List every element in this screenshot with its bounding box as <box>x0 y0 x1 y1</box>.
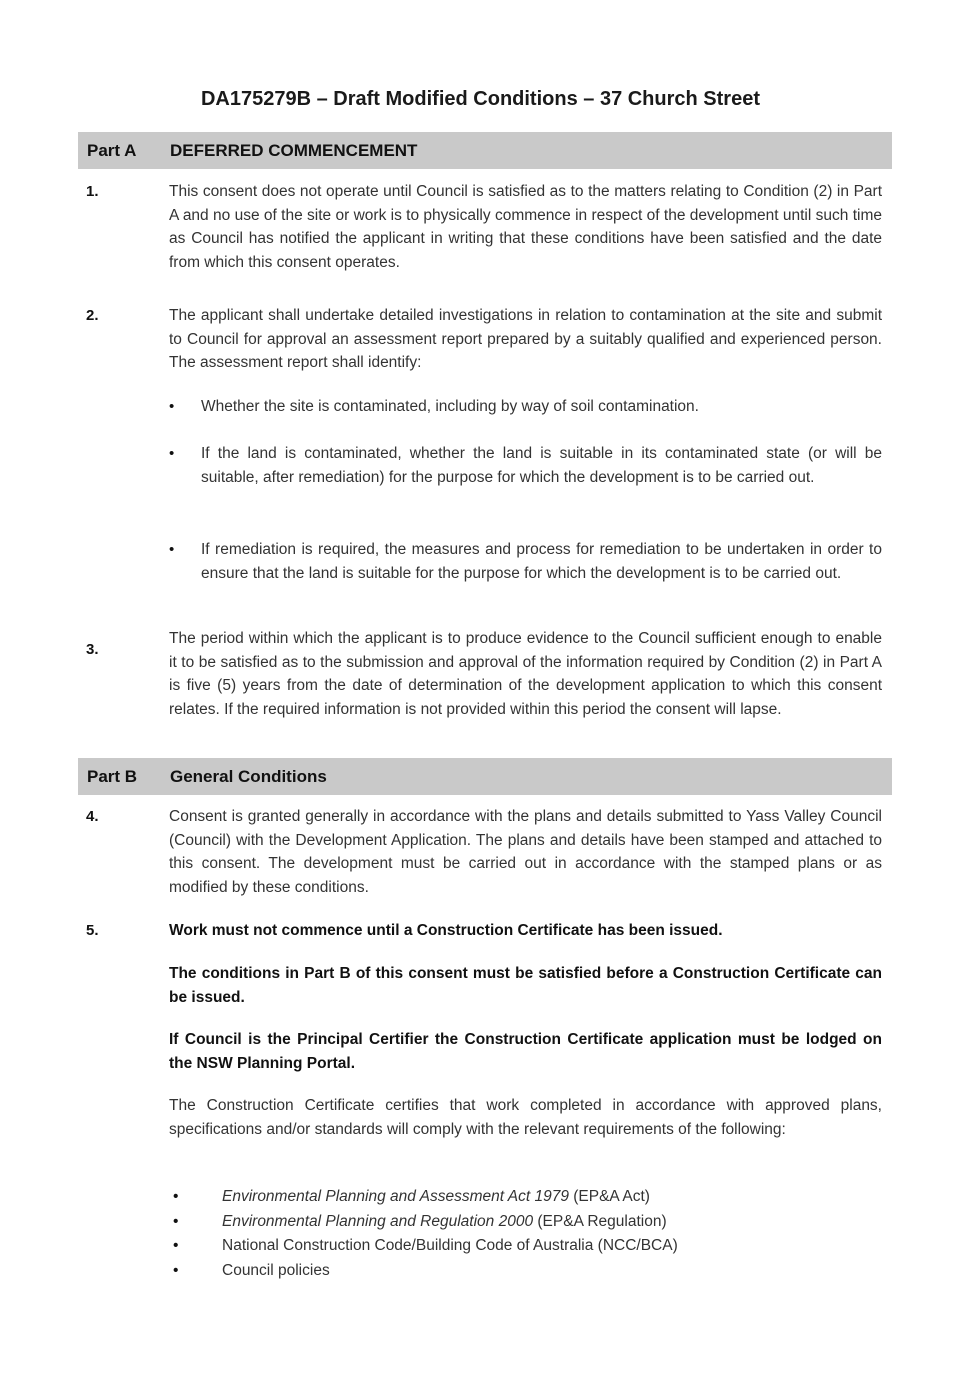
condition-2-number: 2. <box>86 307 99 324</box>
page-title: DA175279B – Draft Modified Conditions – 37 Church Street <box>200 88 760 110</box>
condition-3-number: 3. <box>86 641 99 658</box>
list-item-plain: Council policies <box>222 1261 330 1279</box>
condition-5-bold-1: Work must not commence until a Construction Certificate has been issued. <box>169 922 723 939</box>
legislation-list <box>169 1185 882 1283</box>
part-b-header <box>78 758 892 795</box>
condition-5-bold-3: If Council is the Principal Certifier the Construction Certificate application must be lodged on the NSW Planning Portal. <box>169 1031 882 1072</box>
list-item-plain: (EP&A Regulation) <box>533 1212 667 1230</box>
list-item <box>169 1210 882 1235</box>
list-item <box>169 1259 882 1284</box>
part-b-heading: General Conditions <box>170 767 327 786</box>
list-item <box>169 1185 882 1210</box>
condition-2-text: The applicant shall undertake detailed investigations in relation to contamination at the site and submit to Council for approval an assessment report prepared by a suitably qualified and experienced person. The assessment report shall identify: <box>169 307 882 372</box>
condition-5-number: 5. <box>86 922 99 939</box>
part-a-heading: DEFERRED COMMENCEMENT <box>170 141 418 160</box>
bullet-icon: • <box>173 1212 179 1230</box>
condition-3-text: The period within which the applicant is to produce evidence to the Council sufficient enough to enable it to be satisfied as to the submission and approval of the information required by Condition (2) in Part A is five (5) years from the date of determination of the development application to which this consent relates. If the required information is not provided within this period the consent will lapse. <box>169 630 882 719</box>
bullet-text: If remediation is required, the measures and process for remediation to be undertaken in order to ensure that the land is suitable for the purpose for which the development is to be carried out. <box>201 541 882 582</box>
condition-4-number: 4. <box>86 808 99 825</box>
bullet-icon: • <box>169 445 175 462</box>
part-a-label: Part A <box>87 141 137 160</box>
list-item-plain: (EP&A Act) <box>568 1188 650 1205</box>
part-a-header <box>78 132 892 169</box>
list-item-italic: Environmental Planning and Regulation 2000 <box>222 1212 534 1230</box>
bullet-text: If the land is contaminated, whether the land is suitable in its contaminated state (or will be suitable, after remediation) for the purpose for which the development is to be carried out. <box>201 445 882 486</box>
list-item <box>169 1234 882 1259</box>
bullet-icon: • <box>169 541 175 558</box>
condition-1-text: This consent does not operate until Council is satisfied as to the matters relating to Condition (2) in Part A and no use of the site or work is to physically commence in respect of the development until such time as Council has notified the applicant in writing that these conditions have been satisfied and the date from which this consent operates. <box>169 183 882 272</box>
list-item-plain: National Construction Code/Building Code of Australia (NCC/BCA) <box>222 1237 678 1254</box>
part-b-label: Part B <box>87 767 138 786</box>
bullet-text: Whether the site is contaminated, including by way of soil contamination. <box>201 398 699 415</box>
bullet-icon: • <box>173 1261 179 1279</box>
condition-1-number: 1. <box>86 183 99 200</box>
condition-5-bold-2: The conditions in Part B of this consent must be satisfied before a Construction Certificate can be issued. <box>169 965 882 1006</box>
condition-4-text: Consent is granted generally in accordance with the plans and details submitted to Yass Valley Council (Council) with the Development Application. The plans and details have been stamped and attached to this consent. The development must be carried out in accordance with the stamped plans or as modified by these conditions. <box>169 808 882 897</box>
condition-5-text: The Construction Certificate certifies that work completed in accordance with approved plans, specifications and/or standards will comply with the relevant requirements of the following: <box>169 1097 882 1138</box>
bullet-icon: • <box>173 1188 179 1205</box>
bullet-icon: • <box>169 398 175 415</box>
list-item-italic: Environmental Planning and Assessment Act 1979 <box>222 1188 569 1205</box>
bullet-icon: • <box>173 1237 179 1254</box>
